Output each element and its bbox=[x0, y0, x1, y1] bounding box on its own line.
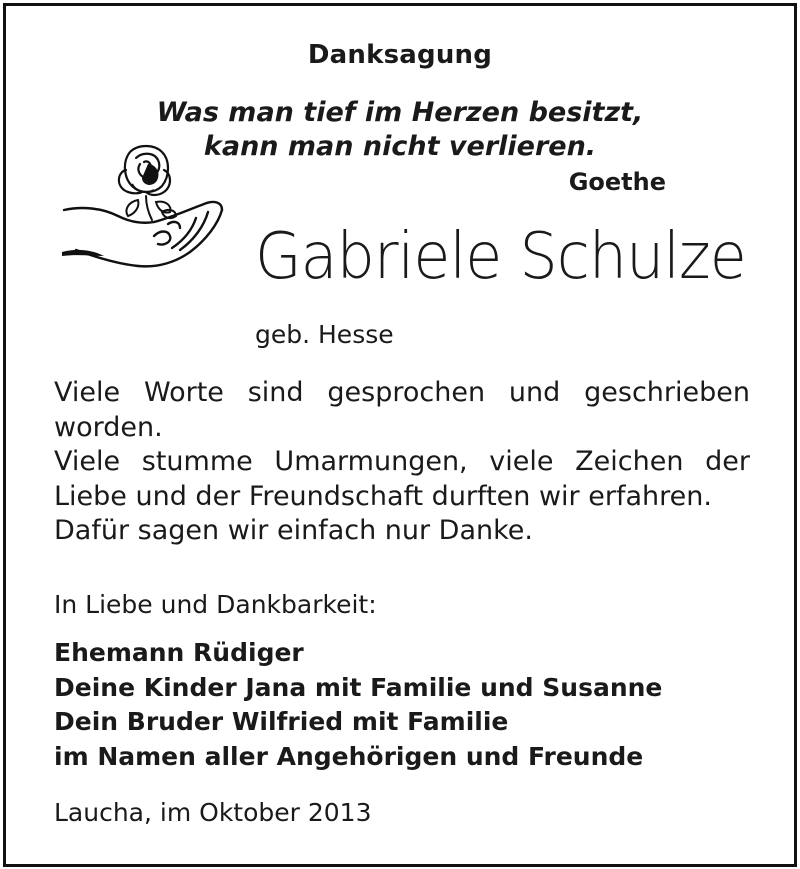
message-paragraph-2: Viele stumme Umarmungen, viele Zeichen der Liebe und der Freundschaft durften wir erfahren. bbox=[54, 446, 750, 512]
message-paragraph-1: Viele Worte sind gesprochen und geschrieben worden. bbox=[54, 377, 750, 443]
closing-line: In Liebe und Dankbarkeit: bbox=[54, 590, 377, 619]
birth-name: geb. Hesse bbox=[255, 320, 394, 349]
rose-in-hands-icon bbox=[58, 140, 233, 280]
quote-author: Goethe bbox=[568, 168, 666, 196]
notice-heading: Danksagung bbox=[307, 40, 493, 70]
mourner-line: Deine Kinder Jana mit Familie und Susanne bbox=[54, 672, 663, 702]
message-paragraph-3: Dafür sagen wir einfach nur Danke. bbox=[54, 515, 533, 546]
mourners-list bbox=[54, 636, 662, 774]
deceased-name: Gabriele Schulze bbox=[255, 220, 746, 294]
quote-line-1: Was man tief im Herzen besitzt, bbox=[156, 97, 644, 128]
thanks-message bbox=[54, 376, 750, 549]
place-and-date: Laucha, im Oktober 2013 bbox=[54, 798, 372, 827]
mourner-line: Ehemann Rüdiger bbox=[54, 638, 304, 667]
quote-line-2: kann man nicht verlieren. bbox=[203, 131, 597, 162]
mourner-line: Dein Bruder Wilfried mit Familie bbox=[54, 707, 509, 736]
mourner-line: im Namen aller Angehörigen und Freunde bbox=[54, 741, 644, 771]
